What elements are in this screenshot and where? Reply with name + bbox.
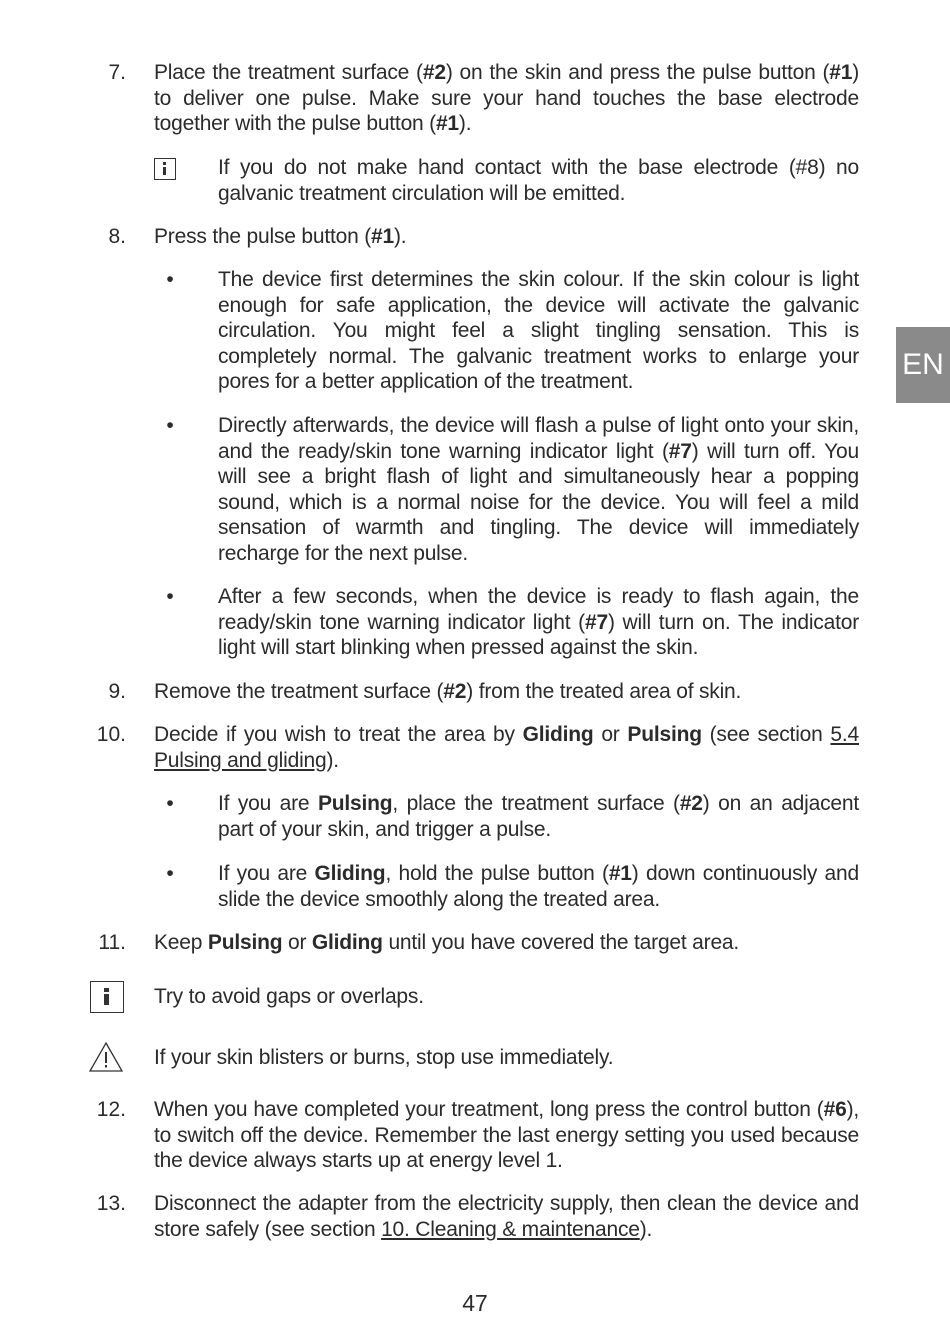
info-icon	[154, 158, 176, 180]
section-link-10[interactable]: 10. Cleaning & maintenance	[381, 1217, 640, 1241]
step-text: Keep Pulsing or Gliding until you have covered the target area.	[154, 931, 740, 954]
step-number: 9.	[108, 680, 126, 703]
warning-note-text: If your skin blisters or burns, stop use immediately.	[154, 1046, 614, 1069]
page-number: 47	[462, 1290, 488, 1316]
step-number: 10.	[96, 723, 126, 746]
step-text: Press the pulse button (#1).	[154, 225, 407, 248]
step-text: Remove the treatment surface (#2) from the treated area of skin.	[154, 680, 742, 703]
bullet-dot: •	[166, 792, 174, 815]
bullet-text: If you are Pulsing, place the treatment surface (#2) on an adjacent part of your skin, and trigger a pulse.	[218, 792, 859, 841]
bullet-text: Directly afterwards, the device will flash a pulse of light onto your skin, and the ready/skin tone warning indicator light (#7) will turn off. You will see a bright flash of light and simultaneously hear a popping sound, which is a normal noise for the device. You will feel a mild sensation of warmth and tingling. The device will immediately recharge for the next pulse.	[218, 414, 859, 565]
warning-triangle-icon	[88, 1041, 124, 1073]
bullet-dot: •	[166, 585, 174, 608]
info-note-text: If you do not make hand contact with the base electrode (#8) no galvanic treatment circulation will be emitted.	[218, 156, 859, 205]
step-number: 7.	[108, 61, 126, 84]
info-icon	[90, 981, 124, 1013]
bullet-dot: •	[166, 862, 174, 885]
step-text: Decide if you wish to treat the area by Gliding or Pulsing (see section 5.4 Pulsing and gliding).	[154, 723, 860, 772]
bullet-text: The device first determines the skin colour. If the skin colour is light enough for safe application, the device will activate the galvanic circulation. You might feel a slight tingling sensation. This is completely normal. The galvanic treatment works to enlarge your pores for a better application of the treatment.	[218, 268, 859, 394]
bullet-dot: •	[166, 268, 174, 291]
language-tab: EN	[896, 327, 950, 403]
bullet-text: If you are Gliding, hold the pulse button (#1) down continuously and slide the device smoothly along the treated area.	[218, 862, 859, 911]
info-note-text: Try to avoid gaps or overlaps.	[154, 985, 424, 1008]
step-number: 12.	[96, 1098, 126, 1121]
step-text: When you have completed your treatment, long press the control button (#6), to switch off the device. Remember the last energy setting you used because the device always starts up at energy level 1.	[154, 1098, 859, 1173]
step-number: 11.	[98, 931, 126, 954]
section-link-5-4[interactable]: 5.4 Pulsing and gliding	[154, 723, 860, 772]
step-number: 8.	[108, 225, 126, 248]
step-text: Disconnect the adapter from the electricity supply, then clean the device and store safely (see section 10. Cleaning & maintenance).	[154, 1192, 859, 1241]
bullet-dot: •	[166, 414, 174, 437]
step-number: 13.	[96, 1192, 126, 1215]
bullet-text: After a few seconds, when the device is ready to flash again, the ready/skin tone warning indicator light (#7) will turn on. The indicator light will start blinking when pressed against the skin.	[218, 585, 859, 660]
step-text: Place the treatment surface (#2) on the skin and press the pulse button (#1) to deliver one pulse. Make sure your hand touches the base electrode together with the pulse button (#1).	[154, 61, 860, 136]
